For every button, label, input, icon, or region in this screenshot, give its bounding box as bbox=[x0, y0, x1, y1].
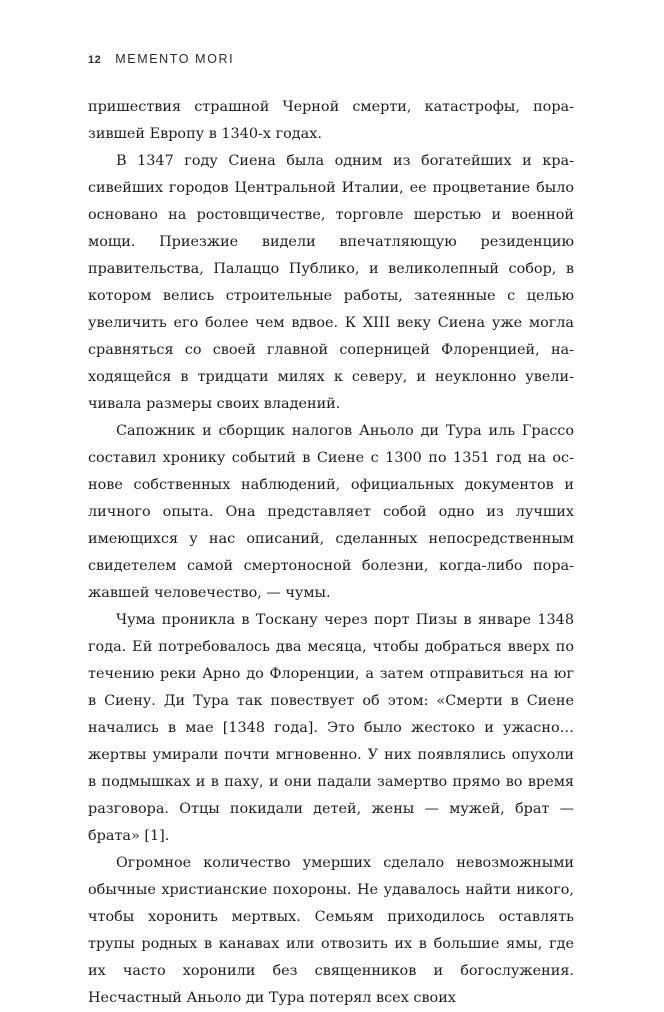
paragraph-burials: Огромное количество умерших сделало невозможными обычные христианские похороны. Не удавалось найти никого, чтобы хоронить мертвых. Семьям приходилось оставлять трупы родных в канавах или отвозить их в большие ямы, где их часто хоронили без священников и богослужения. Несчастный Аньоло ди Тура потерял всех своих bbox=[88, 855, 574, 1006]
paragraph-continuation: пришествия страшной Черной смерти, катастрофы, поразившей Европу в 1340-х годах. bbox=[88, 99, 574, 142]
paragraph-plague-tuscany: Чума проникла в Тоскану через порт Пизы в январе 1348 года. Ей потребовалось два месяца, чтобы добраться вверх по течению реки Арно до Флоренции, а затем отправиться на юг в Сиену. Ди Тура так повествует об этом: «Смерти в Сиене начались в мае [1348 года]. Это было жестоко и ужасно… жертвы умирали почти мгновенно. У них появлялись опухоли в подмышках и в паху, и они падали замертво прямо во время разговора. Отцы покидали детей, жены — мужей, брат — брата» [1]. bbox=[88, 612, 574, 844]
paragraph-siena-1347: В 1347 году Сиена была одним из богатейших и красивейших городов Центральной Италии, ее процветание было основано на ростовщичестве, торговле шерстью и военной мощи. Приезжие видели впечатляющую резиденцию правительства, Палаццо Публико, и великолепный собор, в котором велись строительные работы, затеянные с целью увеличить его более чем вдвое. К XIII веку Сиена уже могла сравняться со своей главной соперницей Флоренцией, находящейся в тридцати милях к северу, и неуклонно увеличивала размеры своих владений. bbox=[88, 153, 574, 412]
running-head bbox=[88, 52, 234, 70]
page-number: 12 bbox=[88, 54, 102, 66]
running-title: MEMENTO MORI bbox=[115, 52, 235, 66]
body-text bbox=[88, 94, 574, 1012]
paragraph-chronicle: Сапожник и сборщик налогов Аньоло ди Тура иль Грассо составил хронику событий в Сиене с 1300 по 1351 год на основе собственных наблюдений, официальных документов и личного опыта. Она представляет собой одно из лучших имеющихся у нас описаний, сделанных непосредственным свидетелем самой смертоносной болезни, когда-либо поражавшей человечество, — чумы. bbox=[88, 423, 574, 601]
